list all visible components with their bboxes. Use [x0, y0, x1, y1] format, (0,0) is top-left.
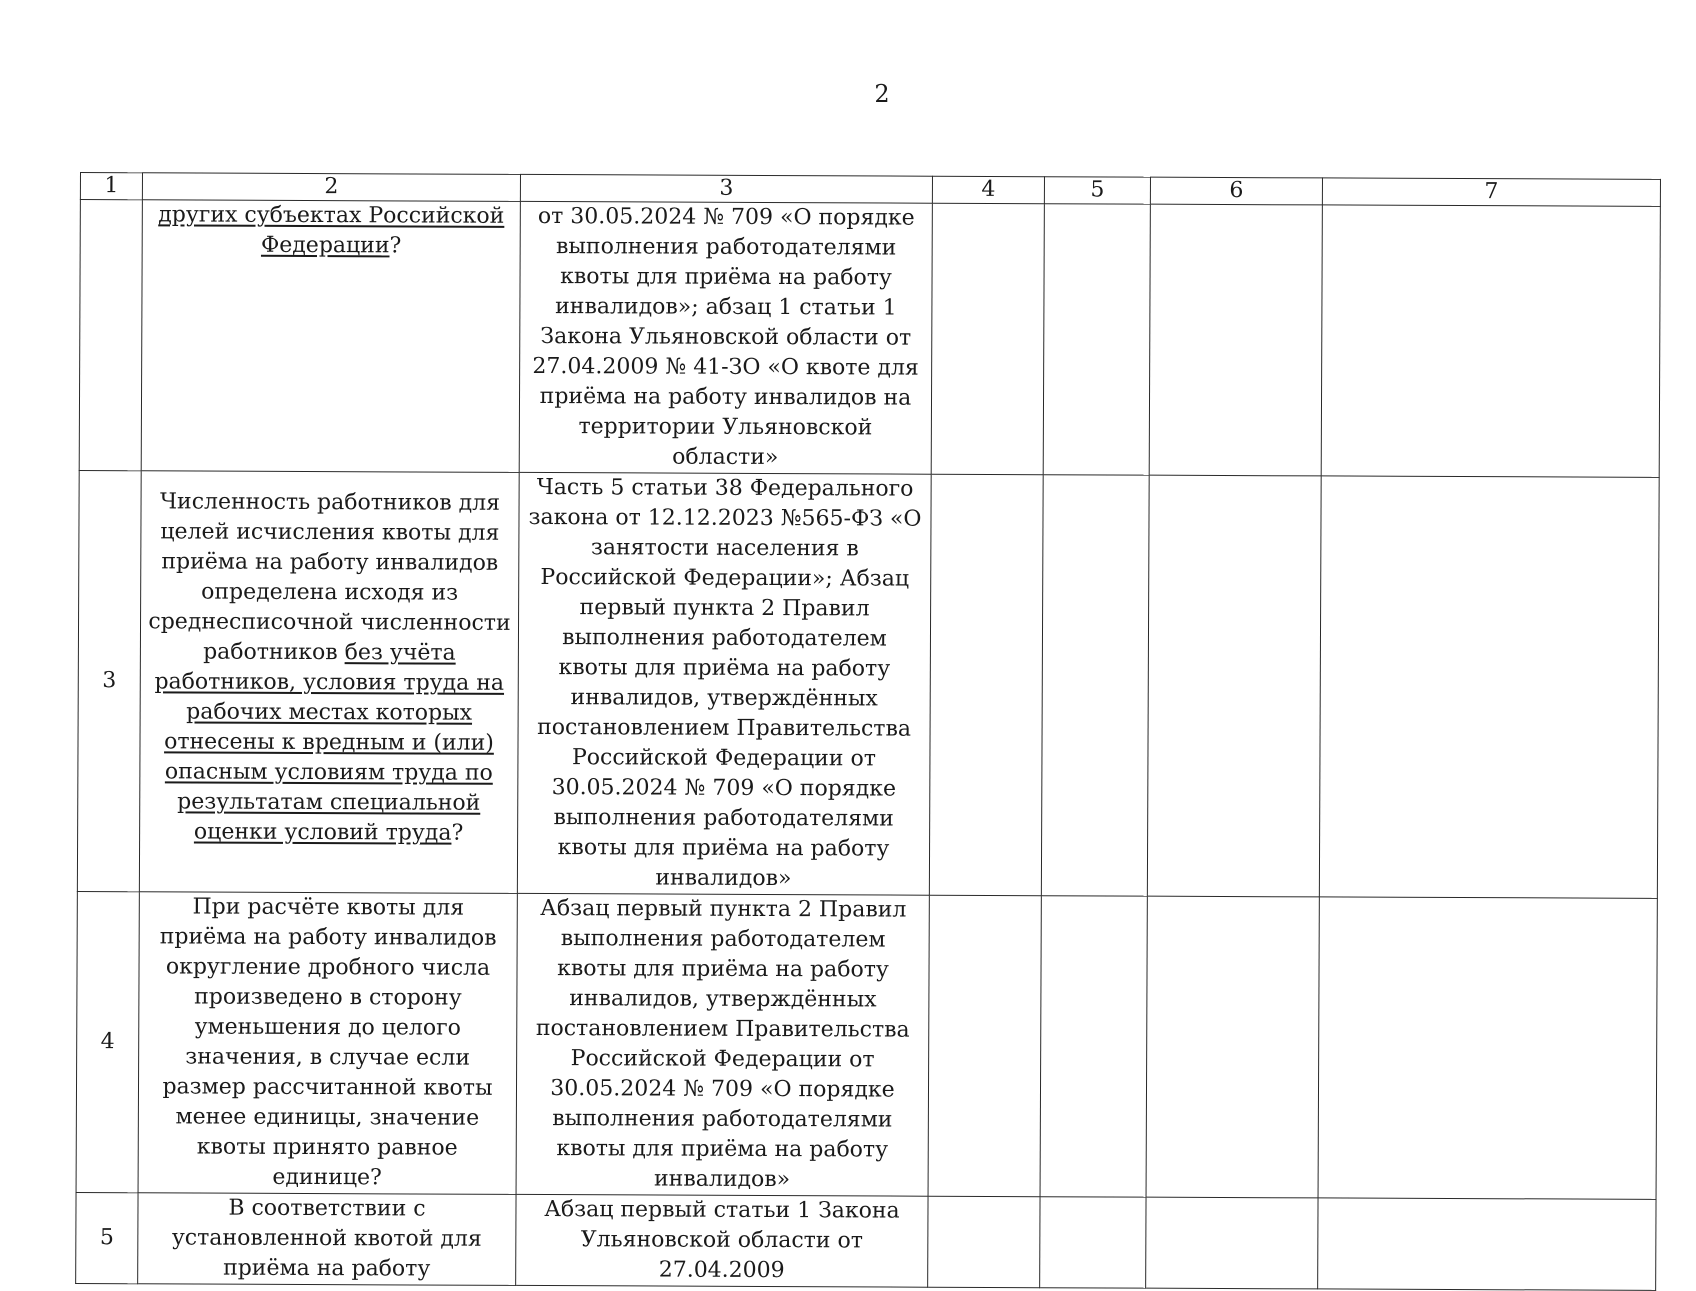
question-cell: В соответствии с установленной квотой для приёма на работу: [138, 1193, 516, 1286]
empty-cell: [1146, 1197, 1318, 1289]
table-row: [76, 891, 1657, 1199]
row-number-cell: 4: [76, 891, 139, 1192]
column-header-2: 2: [142, 173, 520, 202]
checklist-table: [75, 172, 1661, 1291]
table-row: [76, 1192, 1656, 1290]
table-row: [79, 200, 1660, 478]
empty-cell: [929, 474, 1043, 895]
column-header-5: 5: [1044, 177, 1150, 204]
empty-cell: [928, 895, 1041, 1196]
column-header-3: 3: [520, 174, 932, 203]
empty-cell: [1321, 205, 1660, 477]
column-header-6: 6: [1150, 177, 1322, 205]
legal-basis-cell: Абзац первый статьи 1 Закона Ульяновской области от 27.04.2009: [516, 1194, 928, 1287]
row-number-cell: [79, 200, 142, 471]
question-cell: [141, 200, 520, 473]
question-tail-text: ?: [451, 820, 464, 846]
question-underlined-text: без учёта работников, условия труда на рабочих местах которых отнесены к вредным и (или) опасным условиям труда по результатам специальной оценки условий труда: [154, 640, 505, 846]
question-cell: [139, 471, 519, 894]
empty-cell: [1146, 896, 1319, 1198]
column-header-7: 7: [1322, 178, 1660, 206]
row-number-cell: 3: [77, 470, 141, 891]
question-tail-text: ?: [389, 233, 402, 259]
question-underlined-text: других субъектах Российской Федерации: [158, 202, 505, 259]
legal-basis-cell: Часть 5 статьи 38 Федерального закона от 12.12.2023 №565-ФЗ «О занятости населения в Российской Федерации»; Абзац первый пункта 2 Правил выполнения работодателем квоты для приёма на работу инвалидов, утверждённых постановлением Правительства Российской Федерации от 30.05.2024 № 709 «О порядке выполнения работодателями квоты для приёма на работу инвалидов»: [517, 472, 931, 895]
empty-cell: [1040, 1197, 1146, 1288]
empty-cell: [1040, 896, 1147, 1197]
question-cell: При расчёте квоты для приёма на работу инвалидов округление дробного числа произведено в сторону уменьшения до целого значения, в случае если размер рассчитанной квоты менее единицы, значение квоты принято равное единице?: [138, 892, 517, 1195]
empty-cell: [1147, 475, 1321, 897]
empty-cell: [1318, 897, 1657, 1199]
row-number-cell: 5: [76, 1192, 138, 1283]
legal-basis-cell: от 30.05.2024 № 709 «О порядке выполнения работодателями квоты для приёма на работу инвалидов»; абзац 1 статьи 1 Закона Ульяновской области от 27.04.2009 № 41-ЗО «О квоте для приёма на работу инвалидов на территории Ульяновской области»: [519, 201, 932, 474]
empty-cell: [1043, 204, 1150, 475]
empty-cell: [1319, 476, 1659, 898]
empty-cell: [928, 1196, 1040, 1287]
question-plain-text: Численность работников для целей исчисления квоты для приёма на работу инвалидов определена исходя из среднесписочной численности работников: [148, 489, 511, 666]
empty-cell: [931, 203, 1044, 474]
empty-cell: [1041, 475, 1149, 896]
table-row: [77, 470, 1659, 898]
empty-cell: [1318, 1198, 1656, 1290]
column-header-1: 1: [80, 173, 142, 200]
legal-basis-cell: Абзац первый пункта 2 Правил выполнения работодателем квоты для приёма на работу инвалидов, утверждённых постановлением Правительства Российской Федерации от 30.05.2024 № 709 «О порядке выполнения работодателями квоты для приёма на работу инвалидов»: [516, 893, 929, 1196]
page-number: 2: [874, 80, 890, 108]
empty-cell: [1149, 204, 1322, 476]
column-header-4: 4: [932, 176, 1044, 203]
